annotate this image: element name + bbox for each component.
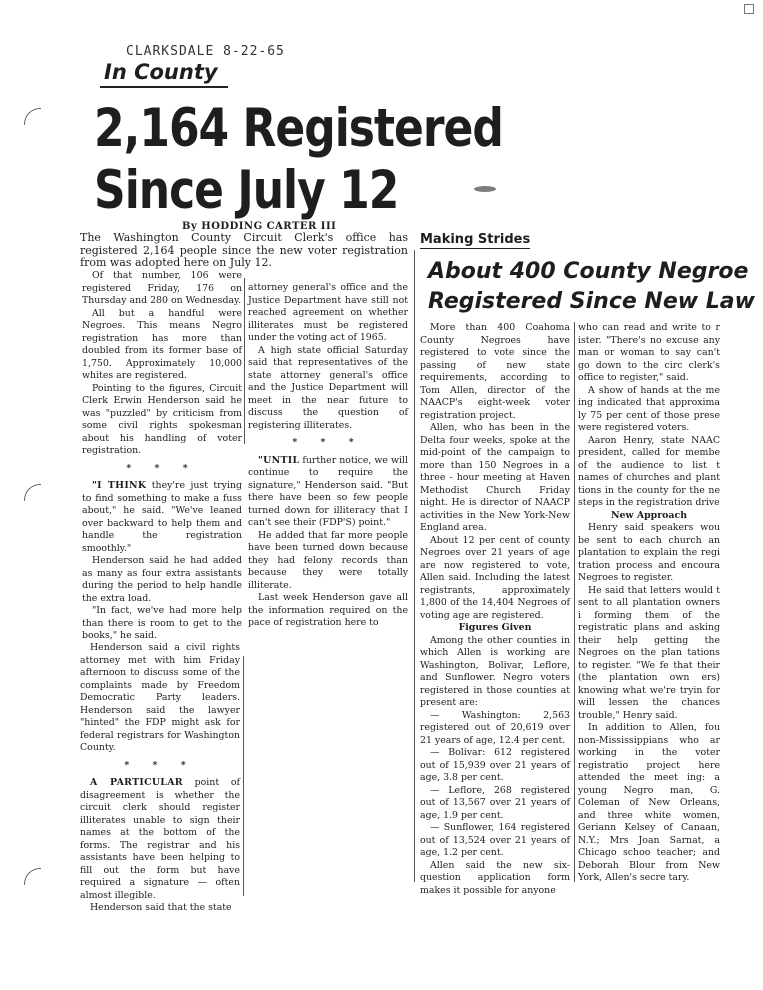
paragraph: About 12 per cent of county Negroes over 21 years of age are now registered to vote, Allen said. Including the latest registrants, approximately 1,800 of the 14,404 Negroes of voting age are registered. — [420, 534, 570, 621]
article2-column-2 — [578, 322, 720, 885]
column-rule — [244, 278, 245, 444]
article2-column-1 — [420, 322, 570, 897]
kicker-rule — [100, 86, 228, 88]
paragraph: A high state official Saturday said that representatives of the state attorney general's office and the Justice Department will meet in the near future to discuss the question of registering illiterates. — [248, 344, 408, 431]
paragraph: Of that number, 106 were registered Friday, 176 on Thursday and 280 on Wednesday. — [82, 270, 242, 306]
paragraph: — Washington: 2,563 registered out of 20,619 over 21 years of age, 12.4 per cent. — [420, 709, 570, 746]
paragraph: He added that far more people have been turned down because they had felony records than because they were totally illiterate. — [248, 529, 408, 591]
paragraph: "In fact, we've had more help than there is room to get to the books," he said. — [82, 605, 242, 641]
subhead: Figures Given — [458, 622, 532, 633]
column-rule — [414, 250, 415, 882]
paragraph: Among the other counties in which Allen is working are Washington, Bolivar, Leflore, and Sunflower. Negro voters registered in those counties at present are: — [420, 634, 570, 708]
paragraph-text: point of disagreement is whether the circuit clerk should register illiterates unable to sign their names at the bottom of the forms. The registrar and his assistants have been helping to fill out the form but have required a signature — often almost illegible. — [80, 777, 241, 901]
headline-line-2: Since July 12 — [94, 160, 399, 222]
run-in-lead: "UNTIL — [258, 454, 300, 466]
paragraph: attorney general's office and the Justice Department have still not reached agreement on whether illiterates must be registered under the voting act of 1965. — [248, 282, 408, 343]
binder-hole-mark — [24, 484, 41, 501]
headline-line-1: 2,164 Registered — [94, 98, 503, 160]
source-date-note: CLARKSDALE 8-22-65 — [126, 44, 285, 59]
paragraph: Last week Henderson gave all the information required on the pace of registration here to — [248, 592, 408, 628]
paragraph: Allen, who has been in the Delta four weeks, spoke at the mid-point of the campaign to more than 150 Negroes in a three - hour meeting at Haven Methodist Church Friday night. He is director of NAACP activities in the New York-New England area. — [420, 422, 570, 533]
ink-blot — [474, 186, 496, 192]
corner-mark — [744, 4, 754, 14]
paragraph — [80, 777, 240, 902]
lead-paragraph: The Washington County Circuit Clerk's office has registered 2,164 people since the new voter registration from was adopted here on July 12. — [80, 231, 408, 270]
paragraph: Pointing to the figures, Circuit Clerk Erwin Henderson said he was "puzzled" by criticism from some civil rights spokesman about his handling of voter registration. — [82, 382, 242, 456]
paragraph: who can read and write to r ister. "There's no excuse any man or woman to say can't go down to the circ clerk's office to register," said. — [578, 322, 720, 383]
binder-hole-mark — [24, 868, 41, 885]
column-rule — [574, 322, 575, 882]
paragraph: Allen said the new six-question application form makes it possible for anyone — [420, 859, 570, 896]
paragraph: Henry said speakers wou be sent to each church an plantation to explain the regi tration process and encoura Negroes to register. — [578, 522, 720, 583]
paragraph: Henderson said that the state — [90, 902, 232, 913]
article2-headline-line-1: About 400 County Negroe — [428, 259, 749, 284]
article1-column-1b — [80, 642, 240, 915]
paragraph: Aaron Henry, state NAAC president, called for membe of the audience to list t names of churches and plant tions in the county for the ne steps in the registration drive — [578, 434, 720, 508]
run-in-lead: "I THINK — [92, 480, 147, 491]
binder-hole-mark — [24, 108, 41, 125]
paragraph — [82, 480, 242, 555]
section-stars: * * * — [124, 759, 196, 771]
paragraph: All but a handful were Negroes. This means Negro registration has more than doubled from its former base of 1,750. Approximately 10,000 whites are registered. — [82, 307, 242, 381]
paragraph: Henderson said a civil rights attorney met with him Friday afternoon to discuss some of the complaints made by Freedom Democratic Party leaders. Henderson said the lawyer "hinted" the FDP might ask for federal registrars for Washington County. — [80, 642, 240, 753]
paragraph — [248, 455, 408, 530]
section-kicker: In County — [104, 60, 218, 84]
article2-kicker: Making Strides — [420, 232, 531, 247]
paragraph-text: they're just trying to find something to make a fuss about," he said. "We've leaned over backward to help them and handle the registration smoothly." — [82, 480, 242, 554]
column-rule — [243, 656, 244, 896]
run-in-lead: A PARTICULAR — [90, 777, 183, 788]
section-stars: * * * — [126, 462, 198, 474]
paragraph: He said that letters would t sent to all plantation owners i forming them of the registratic plans and asking their help getting the Negroes on the plan tations to register. "We fe that their (the plantation own ers) knowing what we're tryin for will lessen the chances trouble," Henry said. — [578, 584, 720, 721]
article2-headline-line-2: Registered Since New Law — [428, 289, 755, 314]
article1-column-1 — [82, 270, 242, 643]
byline: By HODDING CARTER III — [182, 221, 337, 232]
paragraph: — Leflore, 268 registered out of 13,567 over 21 years of age, 1.9 per cent. — [420, 784, 570, 821]
paragraph-text: further notice, we will continue to require the signature," Henderson said. "But there have been so few people turned down for illiteracy that I can't see their (FDP'S) point." — [248, 454, 408, 528]
paragraph: — Sunflower, 164 registered out of 13,524 over 21 years of age, 1.2 per cent. — [420, 822, 570, 858]
paragraph: — Bolivar: 612 registered out of 15,939 over 21 years of age, 3.8 per cent. — [420, 747, 570, 783]
subhead: New Approach — [610, 509, 688, 521]
article1-column-2 — [248, 282, 408, 630]
paragraph: More than 400 Coahoma County Negroes have registered to vote since the passing of new state requirements, according to Tom Allen, director of the NAACP's eight-week voter registration project. — [420, 322, 570, 421]
paragraph: A show of hands at the me ing indicated that approxima ly 75 per cent of those prese were registered voters. — [578, 384, 720, 433]
paragraph: In addition to Allen, fou non-Mississippians who ar working in the voter registratio project here attended the meet ing: a young Negro man, G. Coleman of New Orleans, and three white women, Geriann Kelsey of Canaan, N.Y.; Mrs Joan Sarnat, a Chicago schoo teacher; and Deborah Blour from New York, Allen's secre tary. — [578, 722, 720, 883]
paragraph: Henderson said he had added as many as four extra assistants during the period to help handle the extra load. — [82, 555, 242, 604]
section-stars: * * * — [292, 437, 364, 448]
